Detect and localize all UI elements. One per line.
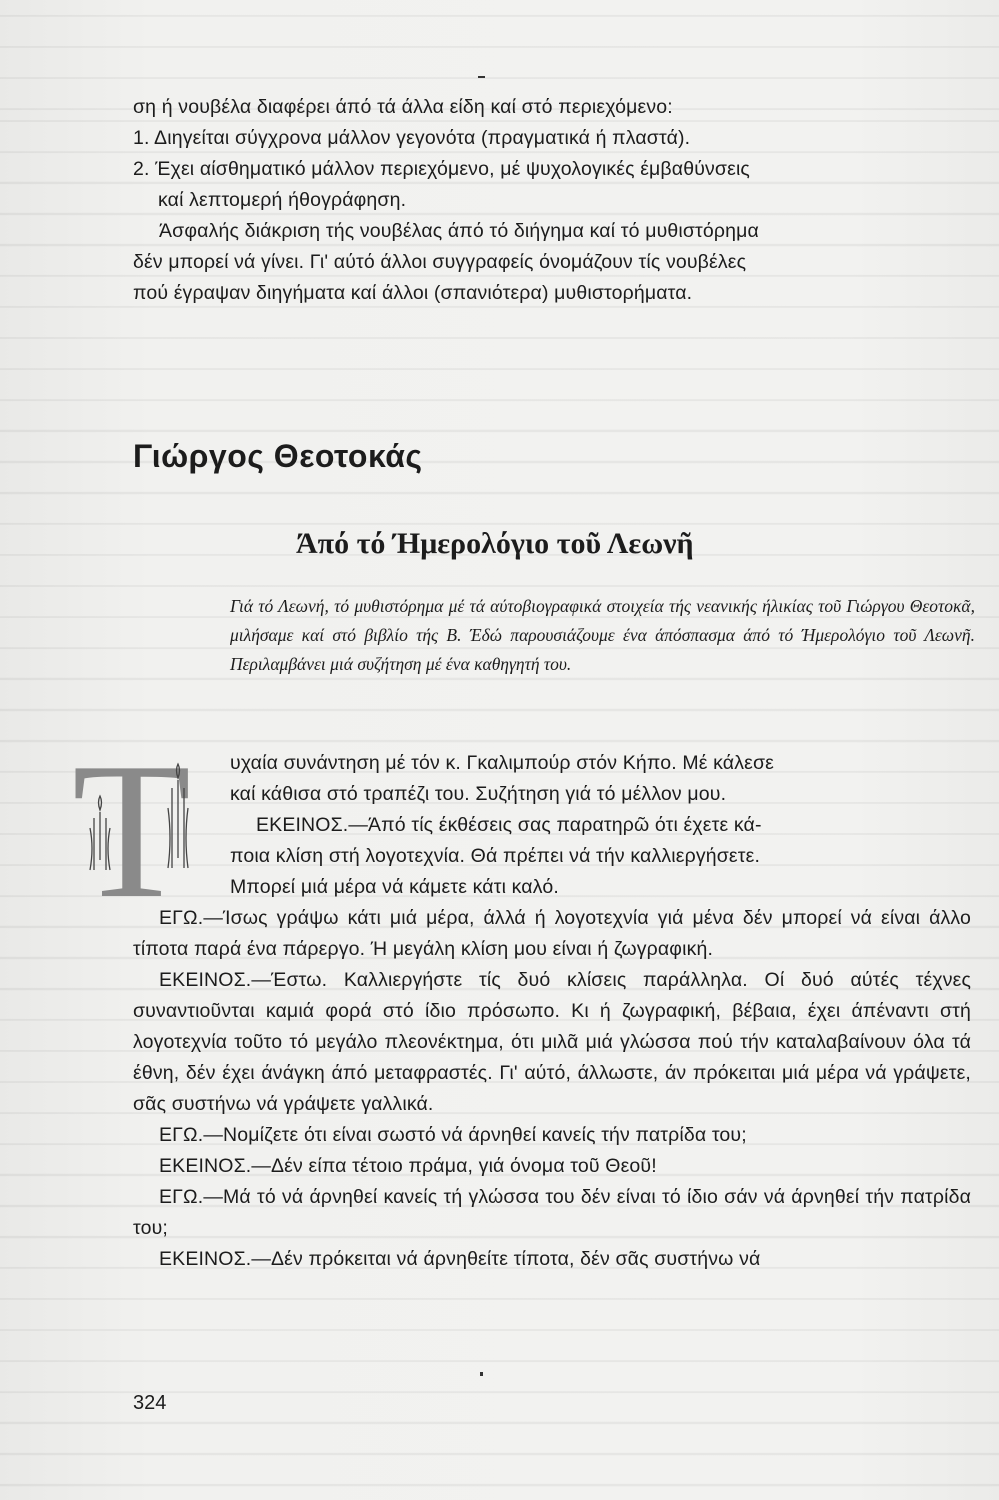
dialogue-section bbox=[133, 748, 971, 1275]
intro-section bbox=[133, 92, 973, 309]
print-speck bbox=[480, 1372, 483, 1376]
work-title: Άπό τό Ήμερολόγιο τοῦ Λεωνῆ bbox=[296, 527, 694, 560]
author-heading: Γιώργος Θεοτοκάς bbox=[133, 438, 423, 474]
opening-block bbox=[133, 748, 971, 903]
list-item-2: 2. Έχει αίσθηματικό μάλλον περιεχόμενο, μέ ψυχολογικές έμβαθύνσεις bbox=[133, 158, 750, 180]
teacher-exclamation: ΕΚΕΙΝΟΣ.—Δέν είπα τέτοιο πράμα, γιά όνομα τοῦ Θεοῦ! bbox=[159, 1155, 657, 1177]
narrator-reply: ΕΓΩ.—Ίσως γράψω κάτι μιά μέρα, άλλά ή λογοτεχνία γιά μένα δέν μπορεί νά είναι άλλο τίποτα παρά ένα πάρεργο. Ή μεγάλη κλίση μου είναι ή ζωγραφική. bbox=[133, 907, 971, 960]
print-speck bbox=[478, 76, 485, 78]
opening-line: καί κάθισα στό τραπέζι του. Συζήτηση γιά τό μέλλον μου. bbox=[230, 783, 727, 805]
teacher-line: ποια κλίση στή λογοτεχνία. Θά πρέπει νά τήν καλλιεργήσετε. bbox=[230, 845, 761, 867]
intro-paragraph-line: Άσφαλής διάκριση τής νουβέλας άπό τό διήγημα καί τό μυθιστόρημα bbox=[159, 220, 759, 242]
intro-paragraph-line: δέν μπορεί νά γίνει. Γι' αύτό άλλοι συγγραφείς όνομάζουν τίς νουβέλες bbox=[133, 251, 747, 273]
teacher-reply-final: ΕΚΕΙΝΟΣ.—Δέν πρόκειται νά άρνηθείτε τίποτα, δέν σᾶς συστήνω νά bbox=[159, 1248, 761, 1270]
page-number: 324 bbox=[133, 1392, 167, 1414]
editorial-note: Γιά τό Λεωνή, τό μυθιστόρημα μέ τά αύτοβιογραφικά στοιχεία τής νεανικής ήλικίας τοῦ Γιώργου Θεοτοκᾶ, μιλήσαμε καί στό βιβλίο τής Β. Έδώ παρουσιάζουμε ένα άπόσπασμα άπό τό Ήμερολόγιο τοῦ Λεωνῆ. Περιλαμβάνει μιά συζήτηση μέ ένα καθηγητή του. bbox=[230, 596, 975, 674]
intro-line: ση ή νουβέλα διαφέρει άπό τά άλλα είδη καί στό περιεχόμενο: bbox=[133, 96, 673, 118]
teacher-reply: ΕΚΕΙΝΟΣ.—Έστω. Καλλιεργήστε τίς δυό κλίσεις παράλληλα. Οί δυό αύτές τέχνες συναντιοῦνται καμιά φορά στό ίδιο πρόσωπο. Κι ή ζωγραφική, βέβαια, έχει άπέναντι στή λογοτεχνία τοῦτο τό μεγάλο πλεονέκτημα, ότι μιλᾶ μιά γλώσσα πού τήν καταλαβαίνουν όλα τά έθνη, δέν έχει άνάγκη άπό μεταφραστές. Γι' αύτό, άλλωστε, άν πρόκειται μιά μέρα νά γράψετε, σᾶς συστήνω νά γράψετε γαλλικά. bbox=[133, 969, 971, 1115]
teacher-line: ΕΚΕΙΝΟΣ.—Άπό τίς έκθέσεις σας παρατηρῶ ότι έχετε κά- bbox=[256, 814, 762, 836]
dropcap-letter: Τ bbox=[72, 748, 192, 903]
narrator-question: ΕΓΩ.—Νομίζετε ότι είναι σωστό νά άρνηθεί κανείς τήν πατρίδα του; bbox=[159, 1124, 747, 1146]
list-item-1: 1. Διηγείται σύγχρονα μάλλον γεγονότα (πραγματικά ή πλαστά). bbox=[133, 127, 691, 149]
narrator-question: ΕΓΩ.—Μά τό νά άρνηθεί κανείς τή γλώσσα του δέν είναι τό ίδιο σάν νά άρνηθεί τήν πατρίδα του; bbox=[133, 1186, 971, 1239]
list-item-2-continued: καί λεπτομερή ήθογράφηση. bbox=[158, 189, 407, 211]
opening-line: υχαία συνάντηση μέ τόν κ. Γκαλιμπούρ στόν Κήπο. Μέ κάλεσε bbox=[230, 752, 774, 774]
intro-paragraph-line: πού έγραψαν διηγήματα καί άλλοι (σπανιότερα) μυθιστορήματα. bbox=[133, 282, 693, 304]
teacher-line: Μπορεί μιά μέρα νά κάμετε κάτι καλό. bbox=[230, 876, 559, 898]
